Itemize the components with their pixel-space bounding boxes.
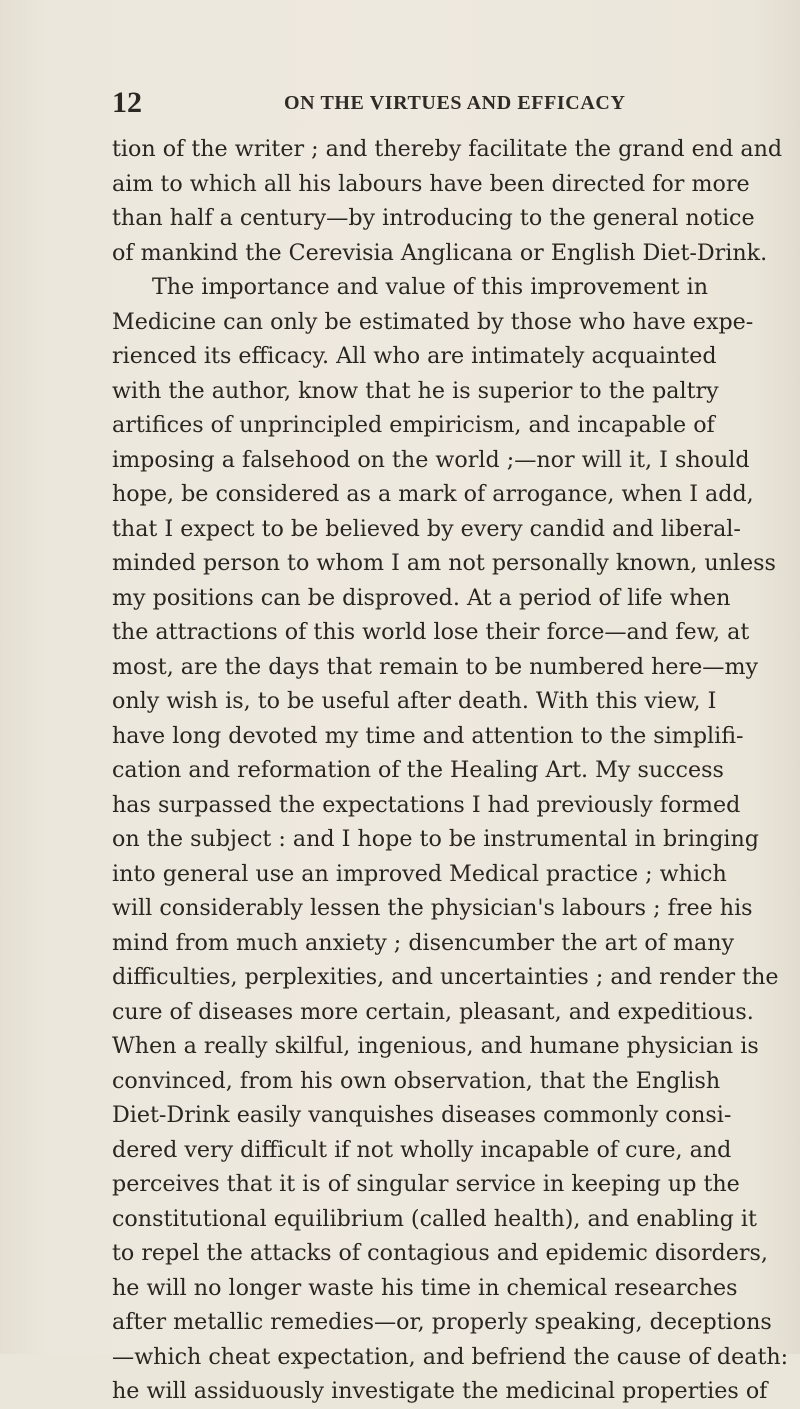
- text-line: artifices of unprincipled empiricism, and incapable of: [112, 412, 715, 438]
- text-line: cure of diseases more certain, pleasant, and expeditious.: [112, 998, 754, 1025]
- text-line: convinced, from his own observation, that the English: [112, 1067, 721, 1094]
- text-line: dered very difficult if not wholly incapable of cure, and: [112, 1136, 732, 1163]
- text-line: minded person to whom I am not personally known, unless: [112, 550, 776, 576]
- page-header: [112, 86, 760, 122]
- text-line: When a really skilful, ingenious, and humane physician is: [112, 1033, 759, 1059]
- text-line: cation and reformation of the Healing Art. My success: [112, 757, 724, 783]
- text-line: difficulties, perplexities, and uncertainties ; and render the: [112, 964, 779, 990]
- text-line: constitutional equilibrium (called health), and enabling it: [112, 1205, 757, 1232]
- text-line: will considerably lessen the physician's labours ; free his: [112, 895, 753, 921]
- text-line: aim to which all his labours have been directed for more: [112, 170, 750, 197]
- text-line: the attractions of this world lose their force—and few, at: [112, 619, 750, 645]
- text-line: tion of the writer ; and thereby facilitate the grand end and: [112, 136, 783, 162]
- text-line: of mankind the Cerevisia Anglicana or English Diet-Drink.: [112, 239, 768, 266]
- text-line: to repel the attacks of contagious and epidemic disorders,: [112, 1240, 768, 1266]
- text-line: rienced its efficacy. All who are intimately acquainted: [112, 343, 717, 369]
- text-line: most, are the days that remain to be numbered here—my: [112, 653, 759, 680]
- text-line: he will assiduously investigate the medicinal properties of: [112, 1378, 768, 1404]
- text-line: he will no longer waste his time in chemical researches: [112, 1274, 738, 1301]
- text-line: The importance and value of this improvement in: [152, 274, 708, 300]
- text-line: —which cheat expectation, and befriend the cause of death:: [112, 1343, 789, 1370]
- text-line: have long devoted my time and attention to the simplifi-: [112, 722, 744, 749]
- text-line: only wish is, to be useful after death. With this view, I: [112, 688, 717, 714]
- text-line: Diet-Drink easily vanquishes diseases commonly consi-: [112, 1102, 732, 1128]
- text-line: perceives that it is of singular service in keeping up the: [112, 1171, 740, 1197]
- running-head: ON THE VIRTUES AND EFFICACY: [284, 92, 626, 114]
- body-text: [112, 132, 789, 1409]
- text-line: on the subject : and I hope to be instrumental in bringing: [112, 826, 760, 852]
- text-line: imposing a falsehood on the world ;—nor will it, I should: [112, 446, 750, 473]
- text-line: Medicine can only be estimated by those who have expe-: [112, 308, 754, 335]
- text-line: with the author, know that he is superior to the paltry: [112, 377, 719, 404]
- text-line: mind from much anxiety ; disencumber the art of many: [112, 929, 735, 956]
- text-line: hope, be considered as a mark of arrogance, when I add,: [112, 481, 754, 507]
- page-number: 12: [112, 86, 142, 119]
- text-line: has surpassed the expectations I had previously formed: [112, 791, 741, 818]
- text-line: that I expect to be believed by every candid and liberal-: [112, 515, 741, 542]
- text-line: than half a century—by introducing to the general notice: [112, 205, 755, 231]
- text-line: into general use an improved Medical practice ; which: [112, 860, 727, 887]
- text-line: my positions can be disproved. At a period of life when: [112, 584, 731, 611]
- text-line: after metallic remedies—or, properly speaking, deceptions: [112, 1309, 772, 1335]
